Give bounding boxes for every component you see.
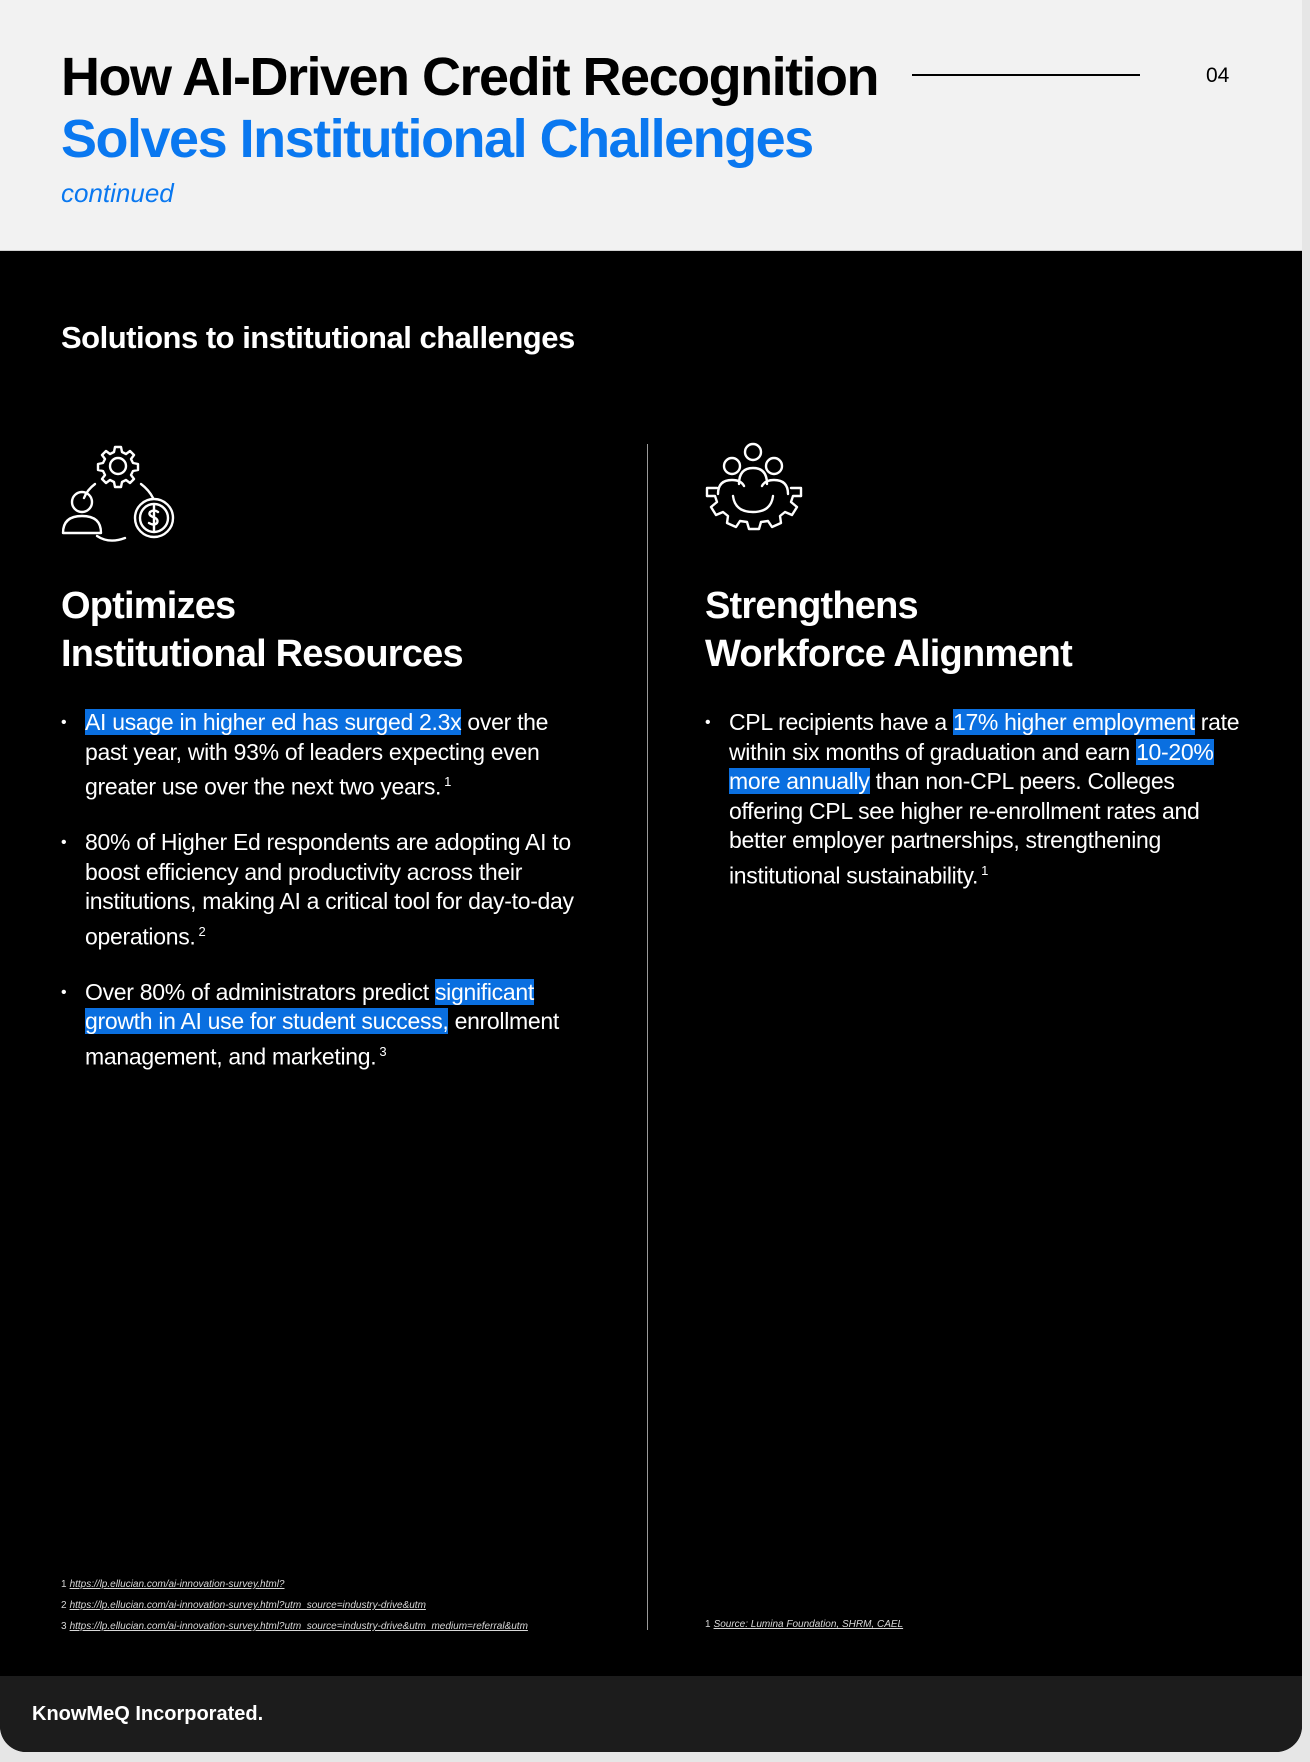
footnote-ref: 3 — [379, 1043, 387, 1059]
list-item — [61, 828, 581, 952]
list-item — [705, 708, 1245, 891]
column-title-line1: Optimizes — [61, 585, 236, 627]
bullet-text: than non-CPL peers. Colleges offering CPL see higher re-enrollment rates and better employer partnerships, strengthening institutional sustainability. — [729, 768, 1200, 889]
column-divider — [647, 444, 648, 1630]
bullet-text: over the past year, with 93% of leaders expecting even greater use over the next two years. — [85, 709, 549, 800]
column-title — [61, 582, 581, 678]
column-optimizes-resources — [61, 440, 581, 1098]
footnotes-right — [705, 1614, 903, 1635]
page-title-highlight: Solves Institutional Challenges — [61, 109, 813, 169]
page-title: How AI-Driven Credit Recognition — [61, 47, 879, 107]
footnote-number: 2 — [61, 1600, 67, 1611]
bullet-text: rate within six months of graduation and earn — [729, 709, 1240, 765]
footnote-number: 3 — [61, 1621, 67, 1632]
footnote-link[interactable]: https://lp.ellucian.com/ai-innovation-survey.html?utm_source=industry-drive&utm — [69, 1600, 426, 1611]
section-heading: Solutions to institutional challenges — [61, 320, 575, 355]
footnote — [61, 1616, 621, 1637]
page-number: 04 — [1206, 64, 1230, 87]
column-title-line2: Workforce Alignment — [705, 633, 1072, 675]
page-subtitle: continued — [61, 178, 174, 208]
page-footer — [0, 1676, 1302, 1752]
footnote-ref: 1 — [981, 862, 989, 878]
highlighted-text: significant growth in AI use for student success, — [85, 978, 534, 1035]
footnote — [705, 1614, 903, 1635]
people-gear-icon — [705, 440, 805, 546]
page-header — [0, 0, 1302, 251]
bullet-text: enrollment management, and marketing. — [85, 1008, 559, 1070]
footnote-link[interactable]: https://lp.ellucian.com/ai-innovation-survey.html?utm_source=industry-drive&utm_medium=referral&utm — [69, 1621, 528, 1632]
list-item — [61, 708, 581, 802]
footnote-number: 1 — [705, 1619, 711, 1630]
highlighted-text: 10-20% more annually — [729, 738, 1214, 794]
footnote-ref: 1 — [444, 774, 452, 789]
footnotes-left — [61, 1574, 621, 1637]
bullet-text: Over 80% of administrators predict — [85, 978, 435, 1005]
footnote-ref: 2 — [198, 923, 206, 939]
company-name: KnowMeQ Incorporated. — [32, 1703, 264, 1725]
footnote — [61, 1595, 621, 1616]
column-strengthens-workforce — [705, 440, 1245, 917]
footnote-number: 1 — [61, 1579, 67, 1590]
bullet-list — [61, 708, 581, 1072]
bullet-text: CPL recipients have a — [729, 709, 953, 735]
bullet-text: 80% of Higher Ed respondents are adopting AI to boost efficiency and productivity across their institutions, making AI a critical tool for day-to-day operations. — [85, 829, 574, 950]
column-title-line2: Institutional Resources — [61, 633, 463, 675]
footnote-source: Source: Lumina Foundation, SHRM, CAEL — [713, 1619, 904, 1630]
header-divider-line — [912, 74, 1140, 76]
list-item — [61, 978, 581, 1072]
column-title-line1: Strengthens — [705, 585, 918, 627]
bullet-list — [705, 708, 1245, 891]
gear-people-dollar-icon — [61, 440, 181, 546]
highlighted-text: AI usage in higher ed has surged 2.3x — [85, 709, 462, 735]
footnote-link[interactable]: https://lp.ellucian.com/ai-innovation-survey.html? — [69, 1579, 285, 1590]
column-title — [705, 582, 1245, 678]
highlighted-text: 17% higher employment — [952, 709, 1195, 735]
footnote — [61, 1574, 621, 1595]
